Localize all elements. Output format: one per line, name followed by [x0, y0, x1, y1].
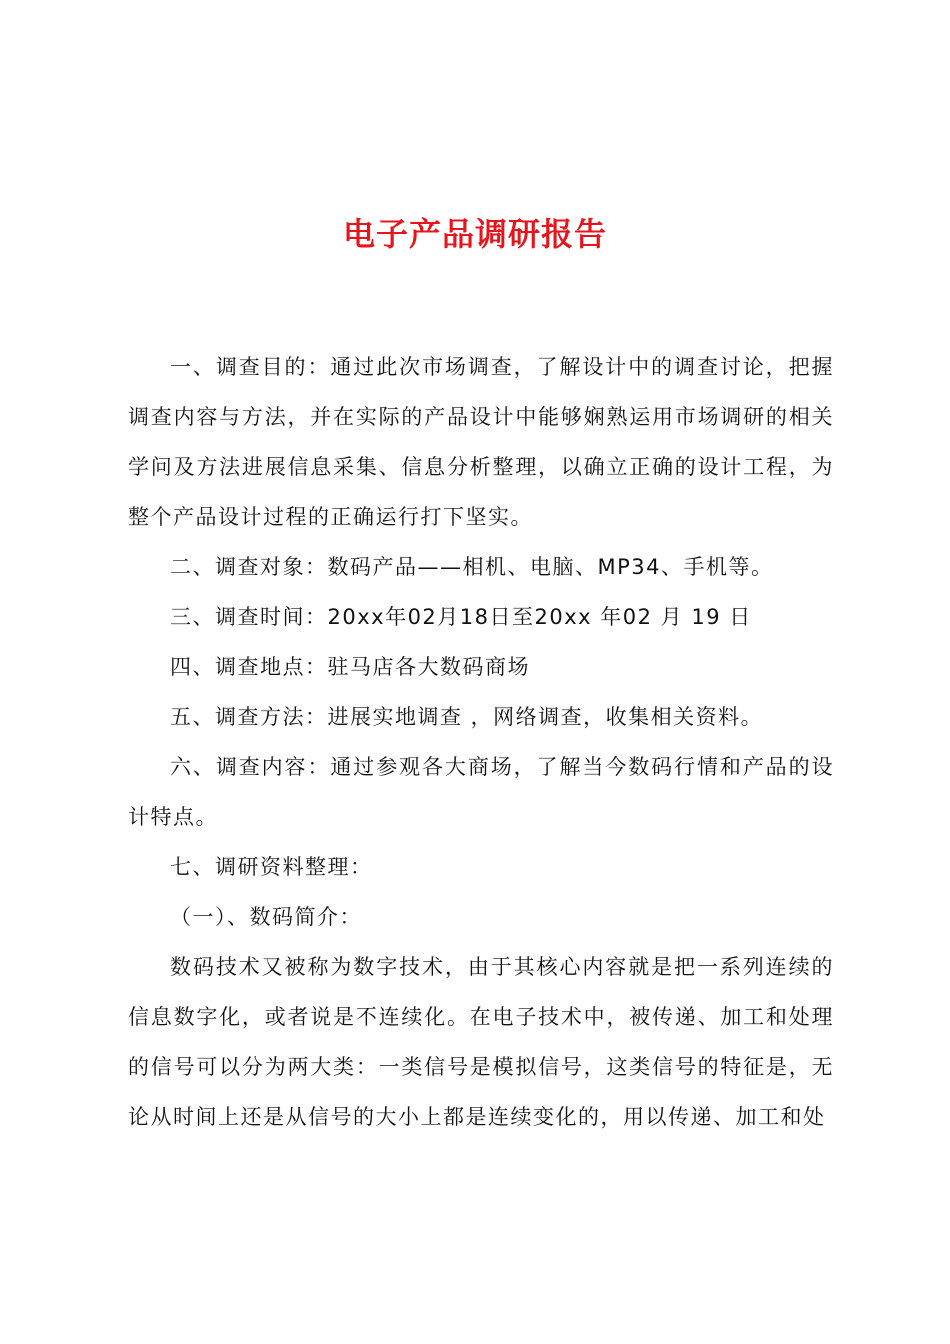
document-body: [128, 342, 834, 1142]
paragraph-purpose: 一、调查目的：通过此次市场调查，了解设计中的调查讨论，把握调查内容与方法，并在实际的产品设计中能够娴熟运用市场调研的相关学问及方法进展信息采集、信息分析整理，以确立正确的设计工程，为整个产品设计过程的正确运行打下坚实。: [128, 355, 834, 529]
paragraph-content: 六、调查内容：通过参观各大商场，了解当今数码行情和产品的设计特点。: [128, 755, 834, 829]
paragraph-data-heading: 七、调研资料整理：: [170, 855, 373, 879]
paragraph-digital-intro-heading: （一）、数码简介：: [170, 905, 362, 929]
paragraph-location: 四、调查地点：驻马店各大数码商场: [170, 655, 530, 679]
paragraph-method: 五、调查方法：进展实地调查 ，网络调查，收集相关资料。: [170, 705, 764, 729]
paragraph-digital-intro-body: 数码技术又被称为数字技术，由于其核心内容就是把一系列连续的信息数字化，或者说是不连续化。在电子技术中，被传递、加工和处理的信号可以分为两大类：一类信号是模拟信号，这类信号的特征是，无论从时间上还是从信号的大小上都是连续变化的，用以传递、加工和处: [128, 955, 834, 1129]
document-title: 电子产品调研报告: [342, 215, 607, 253]
paragraph-subject: 二、调查对象：数码产品——相机、电脑、MP34、手机等。: [170, 555, 774, 579]
paragraph-time: 三、调查时间：20xx年02月18日至20xx 年02 月 19 日: [170, 605, 752, 629]
